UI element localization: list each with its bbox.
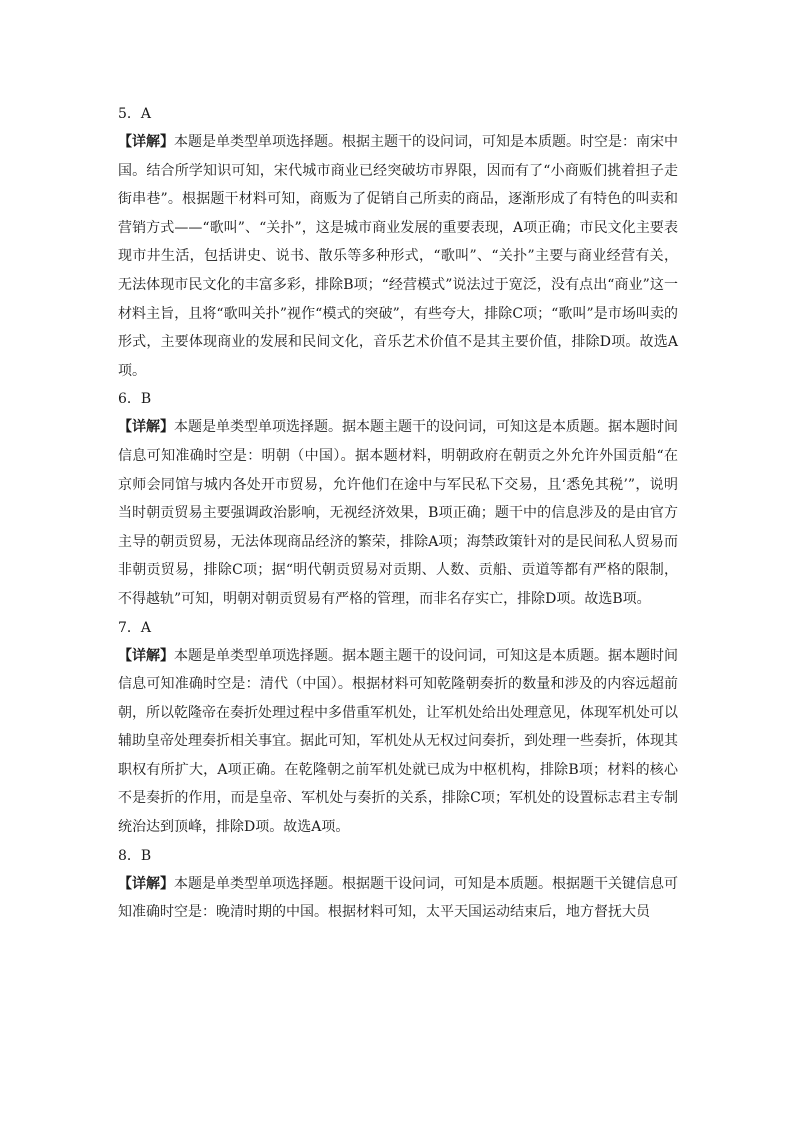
question-number: 8．B	[118, 847, 152, 864]
explanation-text: 本题是单类型单项选择题。根据题干设问词，可知是本质题。根据题干关键信息可知准确时空是：晚清时期的中国。根据材料可知，太平天国运动结束后，地方督抚大员	[118, 875, 678, 921]
question-number: 7．A	[118, 619, 152, 636]
explanation-text: 本题是单类型单项选择题。据本题主题干的设问词，可知这是本质题。据本题时间信息可知准确时空是：清代（中国）。根据材料可知乾隆朝奏折的数量和涉及的内容远超前朝，所以乾隆帝在奏折处理过程中多借重军机处，让军机处给出处理意见，体现军机处可以辅助皇帝处理奏折相关事宜。据此可知，军机处从无权过问奏折，到处理一些奏折，体现其职权有所扩大，A项正确。在乾隆朝之前军机处就已成为中枢机构，排除B项；材料的核心不是奏折的作用，而是皇帝、军机处与奏折的关系，排除C项；军机处的设置标志君主专制统治达到顶峰，排除D项。故选A项。	[118, 647, 678, 836]
detail-tag: 【详解】	[118, 134, 174, 150]
question-number: 5．A	[118, 106, 152, 122]
answer-explanations	[118, 100, 678, 927]
explanation-paragraph	[118, 642, 678, 842]
detail-tag: 【详解】	[118, 419, 174, 436]
explanation-text: 本题是单类型单项选择题。根据主题干的设问词，可知是本质题。时空是：南宋中国。结合所学知识可知，宋代城市商业已经突破坊市界限，因而有了“小商贩们挑着担子走街串巷”。根据题干材料可知，商贩为了促销自己所卖的商品，逐渐形成了有特色的叫卖和营销方式——“歌叫”、“关扑”，这是城市商业发展的重要表现，A项正确；市民文化主要表现市井生活，包括讲史、说书、散乐等多种形式，“歌叫”、“关扑”主要与商业经营有关，无法体现市民文化的丰富多彩，排除B项；“经营模式”说法过于宽泛，没有点出“商业”这一材料主旨，且将“歌叫关扑”视作“模式的突破”，有些夸大，排除C项；“歌叫”是市场叫卖的形式，主要体现商业的发展和民间文化，音乐艺术价值不是其主要价值，排除D项。故选A项。	[118, 134, 678, 379]
question-number: 6．B	[118, 391, 152, 408]
detail-tag: 【详解】	[118, 875, 174, 892]
explanation-paragraph	[118, 870, 678, 927]
detail-tag: 【详解】	[118, 647, 174, 664]
explanation-text: 本题是单类型单项选择题。据本题主题干的设问词，可知这是本质题。据本题时间信息可知准确时空是：明朝（中国）。据本题材料，明朝政府在朝贡之外允许外国贡船“在京师会同馆与城内各处开市贸易，允许他们在途中与军民私下交易，且‘悉免其税’”，说明当时朝贡贸易主要强调政治影响，无视经济效果，B项正确；题干中的信息涉及的是由官方主导的朝贡贸易，无法体现商品经济的繁荣，排除A项；海禁政策针对的是民间私人贸易而非朝贡贸易，排除C项；据“明代朝贡贸易对贡期、人数、贡船、贡道等都有严格的限制，不得越轨”可知，明朝对朝贡贸易有严格的管理，而非名存实亡，排除D项。故选B项。	[118, 419, 678, 607]
explanation-paragraph	[118, 128, 678, 385]
explanation-paragraph	[118, 413, 678, 613]
